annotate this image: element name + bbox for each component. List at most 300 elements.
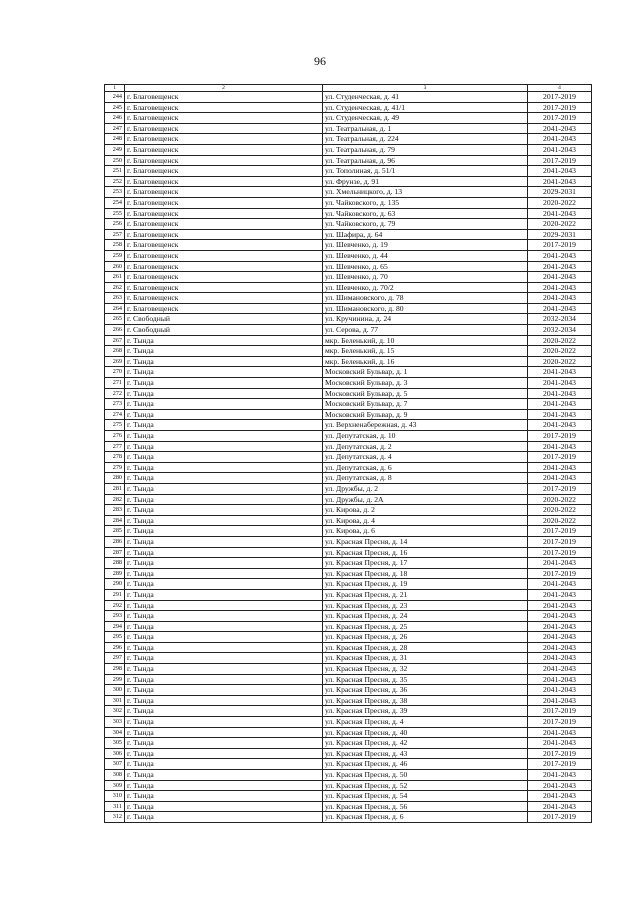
period-cell: 2041-2043: [528, 293, 592, 304]
city-cell: г. Благовещенск: [125, 102, 323, 113]
row-number: 245: [105, 102, 125, 113]
row-number: 258: [105, 240, 125, 251]
row-number: 247: [105, 123, 125, 134]
address-cell: ул. Красная Пресня, д. 4: [323, 717, 528, 728]
address-cell: ул. Депутатская, д. 2: [323, 441, 528, 452]
table-row: [105, 515, 592, 526]
period-cell: 2017-2019: [528, 452, 592, 463]
table-row: [105, 367, 592, 378]
row-number: 300: [105, 685, 125, 696]
address-cell: ул. Красная Пресня, д. 50: [323, 770, 528, 781]
table-row: [105, 208, 592, 219]
table-row: [105, 176, 592, 187]
period-cell: 2017-2019: [528, 113, 592, 124]
row-number: 288: [105, 558, 125, 569]
table-row: [105, 325, 592, 336]
table-row: [105, 462, 592, 473]
row-number: 285: [105, 526, 125, 537]
address-cell: ул. Красная Пресня, д. 26: [323, 632, 528, 643]
row-number: 278: [105, 452, 125, 463]
address-cell: ул. Шевченко, д. 70/2: [323, 282, 528, 293]
row-number: 262: [105, 282, 125, 293]
period-cell: 2017-2019: [528, 706, 592, 717]
city-cell: г. Тында: [125, 505, 323, 516]
address-cell: ул. Кирова, д. 6: [323, 526, 528, 537]
row-number: 311: [105, 801, 125, 812]
period-cell: 2041-2043: [528, 589, 592, 600]
page-number: 96: [314, 54, 326, 68]
city-cell: г. Тында: [125, 801, 323, 812]
row-number: 273: [105, 399, 125, 410]
period-cell: 2017-2019: [528, 812, 592, 823]
address-cell: ул. Кирова, д. 4: [323, 515, 528, 526]
city-cell: г. Тында: [125, 674, 323, 685]
period-cell: 2041-2043: [528, 674, 592, 685]
column-header-period: 4: [528, 85, 592, 92]
table-row: [105, 346, 592, 357]
city-cell: г. Тында: [125, 579, 323, 590]
table-row: [105, 621, 592, 632]
table-row: [105, 547, 592, 558]
address-cell: ул. Красная Пресня, д. 43: [323, 748, 528, 759]
city-cell: г. Тында: [125, 378, 323, 389]
city-cell: г. Тында: [125, 685, 323, 696]
address-cell: ул. Депутатская, д. 4: [323, 452, 528, 463]
period-cell: 2041-2043: [528, 770, 592, 781]
city-cell: г. Благовещенск: [125, 92, 323, 103]
period-cell: 2041-2043: [528, 664, 592, 675]
period-cell: 2020-2022: [528, 219, 592, 230]
address-cell: мкр. Беленький, д. 10: [323, 335, 528, 346]
address-cell: ул. Красная Пресня, д. 52: [323, 780, 528, 791]
table-row: [105, 113, 592, 124]
period-cell: 2041-2043: [528, 642, 592, 653]
row-number: 309: [105, 780, 125, 791]
column-header-city: 2: [125, 85, 323, 92]
city-cell: г. Тында: [125, 346, 323, 357]
period-cell: 2017-2019: [528, 717, 592, 728]
row-number: 266: [105, 325, 125, 336]
city-cell: г. Благовещенск: [125, 250, 323, 261]
row-number: 287: [105, 547, 125, 558]
row-number: 296: [105, 642, 125, 653]
address-cell: ул. Красная Пресня, д. 42: [323, 738, 528, 749]
city-cell: г. Тында: [125, 420, 323, 431]
address-cell: ул. Красная Пресня, д. 40: [323, 727, 528, 738]
housing-schedule-table: [104, 84, 592, 823]
period-cell: 2041-2043: [528, 282, 592, 293]
row-number: 279: [105, 462, 125, 473]
period-cell: 2041-2043: [528, 250, 592, 261]
address-cell: ул. Депутатская, д. 10: [323, 431, 528, 442]
city-cell: г. Благовещенск: [125, 272, 323, 283]
address-cell: ул. Шимановского, д. 78: [323, 293, 528, 304]
period-cell: 2041-2043: [528, 208, 592, 219]
row-number: 253: [105, 187, 125, 198]
period-cell: 2017-2019: [528, 483, 592, 494]
address-cell: ул. Дружбы, д. 2: [323, 483, 528, 494]
row-number: 244: [105, 92, 125, 103]
city-cell: г. Благовещенск: [125, 176, 323, 187]
row-number: 254: [105, 197, 125, 208]
row-number: 310: [105, 791, 125, 802]
address-cell: ул. Красная Пресня, д. 36: [323, 685, 528, 696]
address-cell: ул. Шафира, д. 64: [323, 229, 528, 240]
table-row: [105, 791, 592, 802]
city-cell: г. Тында: [125, 367, 323, 378]
row-number: 289: [105, 568, 125, 579]
city-cell: г. Тында: [125, 791, 323, 802]
period-cell: 2041-2043: [528, 579, 592, 590]
city-cell: г. Тында: [125, 462, 323, 473]
table-row: [105, 282, 592, 293]
table-row: [105, 706, 592, 717]
city-cell: г. Благовещенск: [125, 123, 323, 134]
period-cell: 2041-2043: [528, 600, 592, 611]
period-cell: 2041-2043: [528, 621, 592, 632]
row-number: 308: [105, 770, 125, 781]
row-number: 277: [105, 441, 125, 452]
period-cell: 2017-2019: [528, 526, 592, 537]
table-row: [105, 483, 592, 494]
period-cell: 2041-2043: [528, 611, 592, 622]
period-cell: 2041-2043: [528, 399, 592, 410]
table-row: [105, 303, 592, 314]
row-number: 272: [105, 388, 125, 399]
period-cell: 2017-2019: [528, 748, 592, 759]
table-row: [105, 801, 592, 812]
row-number: 268: [105, 346, 125, 357]
period-cell: 2020-2022: [528, 346, 592, 357]
city-cell: г. Тында: [125, 388, 323, 399]
table-row: [105, 102, 592, 113]
city-cell: г. Тында: [125, 653, 323, 664]
city-cell: г. Тында: [125, 399, 323, 410]
city-cell: г. Тында: [125, 409, 323, 420]
period-cell: 2041-2043: [528, 791, 592, 802]
address-cell: Московский Бульвар, д. 5: [323, 388, 528, 399]
table-row: [105, 494, 592, 505]
row-number: 267: [105, 335, 125, 346]
row-number: 249: [105, 144, 125, 155]
table-row: [105, 452, 592, 463]
table-row: [105, 685, 592, 696]
table-row: [105, 420, 592, 431]
address-cell: ул. Красная Пресня, д. 54: [323, 791, 528, 802]
city-cell: г. Благовещенск: [125, 155, 323, 166]
table-row: [105, 134, 592, 145]
table-row: [105, 240, 592, 251]
city-cell: г. Тында: [125, 473, 323, 484]
row-number: 292: [105, 600, 125, 611]
city-cell: г. Благовещенск: [125, 134, 323, 145]
city-cell: г. Благовещенск: [125, 219, 323, 230]
address-cell: ул. Кручинина, д. 24: [323, 314, 528, 325]
address-cell: ул. Серова, д. 77: [323, 325, 528, 336]
period-cell: 2020-2022: [528, 335, 592, 346]
table-row: [105, 770, 592, 781]
city-cell: г. Тында: [125, 515, 323, 526]
address-cell: ул. Красная Пресня, д. 21: [323, 589, 528, 600]
address-cell: ул. Красная Пресня, д. 16: [323, 547, 528, 558]
row-number: 302: [105, 706, 125, 717]
city-cell: г. Тында: [125, 494, 323, 505]
period-cell: 2041-2043: [528, 166, 592, 177]
address-cell: ул. Красная Пресня, д. 24: [323, 611, 528, 622]
period-cell: 2041-2043: [528, 632, 592, 643]
table-row: [105, 378, 592, 389]
city-cell: г. Тында: [125, 483, 323, 494]
address-cell: ул. Студенческая, д. 41/1: [323, 102, 528, 113]
table-row: [105, 738, 592, 749]
row-number: 312: [105, 812, 125, 823]
period-cell: 2041-2043: [528, 653, 592, 664]
period-cell: 2017-2019: [528, 759, 592, 770]
city-cell: г. Тында: [125, 526, 323, 537]
row-number: 307: [105, 759, 125, 770]
address-cell: ул. Красная Пресня, д. 38: [323, 695, 528, 706]
city-cell: г. Тында: [125, 727, 323, 738]
period-cell: 2017-2019: [528, 155, 592, 166]
row-number: 286: [105, 536, 125, 547]
table-row: [105, 314, 592, 325]
city-cell: г. Благовещенск: [125, 113, 323, 124]
address-cell: ул. Красная Пресня, д. 28: [323, 642, 528, 653]
period-cell: 2029-2031: [528, 187, 592, 198]
table-row: [105, 505, 592, 516]
period-cell: 2017-2019: [528, 240, 592, 251]
period-cell: 2041-2043: [528, 462, 592, 473]
row-number: 252: [105, 176, 125, 187]
city-cell: г. Тында: [125, 621, 323, 632]
period-cell: 2041-2043: [528, 378, 592, 389]
row-number: 303: [105, 717, 125, 728]
table-row: [105, 664, 592, 675]
row-number: 291: [105, 589, 125, 600]
table-row: [105, 695, 592, 706]
city-cell: г. Благовещенск: [125, 293, 323, 304]
period-cell: 2041-2043: [528, 123, 592, 134]
table-row: [105, 632, 592, 643]
row-number: 259: [105, 250, 125, 261]
table-row: [105, 388, 592, 399]
city-cell: г. Тында: [125, 812, 323, 823]
column-header-number: 1: [105, 85, 125, 92]
address-cell: ул. Театральная, д. 1: [323, 123, 528, 134]
table-row: [105, 409, 592, 420]
row-number: 282: [105, 494, 125, 505]
table-row: [105, 653, 592, 664]
address-cell: ул. Хмельницкого, д. 13: [323, 187, 528, 198]
period-cell: 2041-2043: [528, 409, 592, 420]
table-header-row: [105, 85, 592, 92]
address-cell: ул. Верхненабережная, д. 43: [323, 420, 528, 431]
address-cell: мкр. Беленький, д. 15: [323, 346, 528, 357]
period-cell: 2017-2019: [528, 536, 592, 547]
table-row: [105, 166, 592, 177]
row-number: 265: [105, 314, 125, 325]
table-row: [105, 568, 592, 579]
city-cell: г. Тында: [125, 600, 323, 611]
period-cell: 2041-2043: [528, 780, 592, 791]
address-cell: ул. Студенческая, д. 41: [323, 92, 528, 103]
city-cell: г. Тында: [125, 770, 323, 781]
city-cell: г. Благовещенск: [125, 240, 323, 251]
table-row: [105, 155, 592, 166]
city-cell: г. Тында: [125, 717, 323, 728]
table-body: [105, 92, 592, 823]
period-cell: 2041-2043: [528, 420, 592, 431]
table-row: [105, 293, 592, 304]
address-cell: ул. Депутатская, д. 6: [323, 462, 528, 473]
address-cell: Московский Бульвар, д. 3: [323, 378, 528, 389]
row-number: 250: [105, 155, 125, 166]
address-cell: ул. Красная Пресня, д. 46: [323, 759, 528, 770]
address-cell: ул. Театральная, д. 96: [323, 155, 528, 166]
city-cell: г. Тында: [125, 536, 323, 547]
table-row: [105, 727, 592, 738]
row-number: 299: [105, 674, 125, 685]
row-number: 264: [105, 303, 125, 314]
table-row: [105, 717, 592, 728]
row-number: 261: [105, 272, 125, 283]
period-cell: 2041-2043: [528, 441, 592, 452]
period-cell: 2041-2043: [528, 388, 592, 399]
row-number: 298: [105, 664, 125, 675]
row-number: 260: [105, 261, 125, 272]
period-cell: 2041-2043: [528, 272, 592, 283]
row-number: 301: [105, 695, 125, 706]
row-number: 246: [105, 113, 125, 124]
period-cell: 2041-2043: [528, 134, 592, 145]
row-number: 276: [105, 431, 125, 442]
address-cell: ул. Шевченко, д. 44: [323, 250, 528, 261]
address-cell: ул. Шевченко, д. 65: [323, 261, 528, 272]
table-row: [105, 356, 592, 367]
city-cell: г. Тында: [125, 780, 323, 791]
city-cell: г. Тында: [125, 695, 323, 706]
period-cell: 2041-2043: [528, 144, 592, 155]
table-row: [105, 589, 592, 600]
city-cell: г. Благовещенск: [125, 282, 323, 293]
period-cell: 2041-2043: [528, 176, 592, 187]
city-cell: г. Тында: [125, 642, 323, 653]
city-cell: г. Тында: [125, 759, 323, 770]
city-cell: г. Тында: [125, 748, 323, 759]
address-cell: ул. Красная Пресня, д. 14: [323, 536, 528, 547]
table-row: [105, 600, 592, 611]
city-cell: г. Благовещенск: [125, 187, 323, 198]
city-cell: г. Тында: [125, 452, 323, 463]
table-row: [105, 536, 592, 547]
city-cell: г. Тында: [125, 738, 323, 749]
city-cell: г. Благовещенск: [125, 303, 323, 314]
row-number: 304: [105, 727, 125, 738]
row-number: 251: [105, 166, 125, 177]
address-cell: ул. Красная Пресня, д. 23: [323, 600, 528, 611]
address-cell: ул. Красная Пресня, д. 39: [323, 706, 528, 717]
address-cell: ул. Театральная, д. 224: [323, 134, 528, 145]
city-cell: г. Тында: [125, 611, 323, 622]
address-cell: ул. Красная Пресня, д. 31: [323, 653, 528, 664]
table-row: [105, 579, 592, 590]
period-cell: 2017-2019: [528, 547, 592, 558]
period-cell: 2041-2043: [528, 473, 592, 484]
table-row: [105, 92, 592, 103]
period-cell: 2041-2043: [528, 261, 592, 272]
city-cell: г. Тында: [125, 706, 323, 717]
row-number: 270: [105, 367, 125, 378]
address-cell: ул. Шевченко, д. 70: [323, 272, 528, 283]
table-row: [105, 144, 592, 155]
row-number: 256: [105, 219, 125, 230]
row-number: 283: [105, 505, 125, 516]
table-row: [105, 187, 592, 198]
address-cell: ул. Дружбы, д. 2А: [323, 494, 528, 505]
row-number: 293: [105, 611, 125, 622]
address-cell: Московский Бульвар, д. 9: [323, 409, 528, 420]
city-cell: г. Тында: [125, 547, 323, 558]
table-row: [105, 674, 592, 685]
table-row: [105, 759, 592, 770]
period-cell: 2041-2043: [528, 801, 592, 812]
row-number: 248: [105, 134, 125, 145]
period-cell: 2041-2043: [528, 367, 592, 378]
city-cell: г. Благовещенск: [125, 261, 323, 272]
table-row: [105, 250, 592, 261]
row-number: 257: [105, 229, 125, 240]
table-row: [105, 431, 592, 442]
table-row: [105, 272, 592, 283]
city-cell: г. Свободный: [125, 325, 323, 336]
table-row: [105, 780, 592, 791]
table-row: [105, 748, 592, 759]
address-cell: ул. Чайковского, д. 63: [323, 208, 528, 219]
address-cell: ул. Кирова, д. 2: [323, 505, 528, 516]
table-row: [105, 812, 592, 823]
period-cell: 2041-2043: [528, 727, 592, 738]
row-number: 275: [105, 420, 125, 431]
address-cell: ул. Красная Пресня, д. 56: [323, 801, 528, 812]
address-cell: ул. Шимановского, д. 80: [323, 303, 528, 314]
city-cell: г. Тында: [125, 632, 323, 643]
table-row: [105, 473, 592, 484]
city-cell: г. Свободный: [125, 314, 323, 325]
address-cell: ул. Красная Пресня, д. 35: [323, 674, 528, 685]
period-cell: 2041-2043: [528, 303, 592, 314]
period-cell: 2041-2043: [528, 738, 592, 749]
row-number: 271: [105, 378, 125, 389]
table-row: [105, 642, 592, 653]
address-cell: ул. Красная Пресня, д. 25: [323, 621, 528, 632]
address-cell: ул. Красная Пресня, д. 32: [323, 664, 528, 675]
period-cell: 2041-2043: [528, 695, 592, 706]
address-cell: ул. Фрунзе, д. 91: [323, 176, 528, 187]
city-cell: г. Тында: [125, 431, 323, 442]
address-cell: ул. Красная Пресня, д. 17: [323, 558, 528, 569]
table-row: [105, 441, 592, 452]
period-cell: 2020-2022: [528, 494, 592, 505]
row-number: 290: [105, 579, 125, 590]
period-cell: 2017-2019: [528, 431, 592, 442]
city-cell: г. Тында: [125, 664, 323, 675]
row-number: 297: [105, 653, 125, 664]
address-cell: ул. Театральная, д. 79: [323, 144, 528, 155]
row-number: 263: [105, 293, 125, 304]
period-cell: 2032-2034: [528, 325, 592, 336]
period-cell: 2041-2043: [528, 558, 592, 569]
table-row: [105, 219, 592, 230]
